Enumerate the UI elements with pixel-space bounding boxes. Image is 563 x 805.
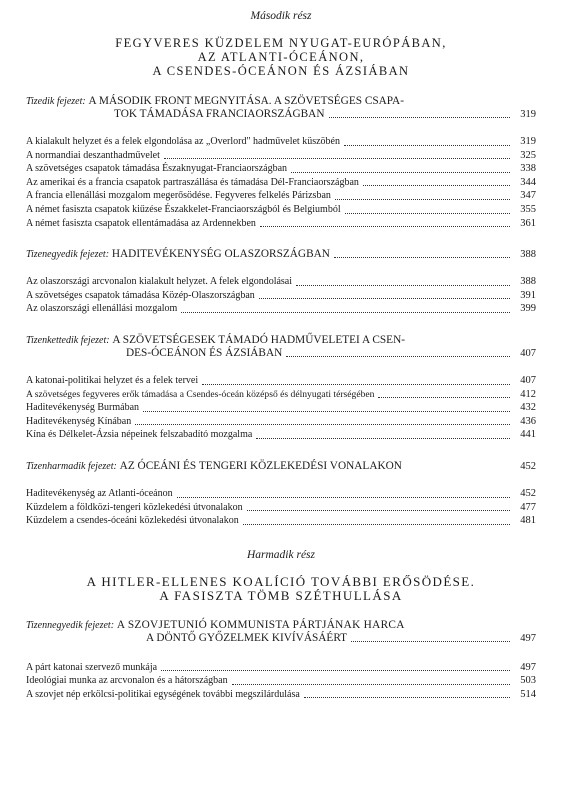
section-list [26, 487, 536, 528]
part-heading [26, 575, 536, 603]
list-item: Az olaszországi ellenállási mozgalom 399 [26, 303, 536, 315]
section-list [26, 135, 536, 230]
section-list [26, 275, 536, 316]
list-item: A kialakult helyzet és a felek elgondolása az „Overlord" hadművelet küszöbén 319 [26, 136, 536, 147]
list-item: A szövetséges fegyveres erők támadása a Csendes-óceán középső és délnyugati térségében 412 [26, 388, 536, 400]
list-item: Küzdelem a csendes-óceáni közlekedési útvonalakon 481 [26, 515, 536, 527]
list-item: Haditevékenység Kínában 436 [26, 415, 536, 427]
page-number: 388 [520, 249, 536, 261]
part-heading-line: A CSENDES-ÓCEÁNON ÉS ÁZSIÁBAN [152, 64, 410, 78]
chapter-label: Tizenkettedik fejezet: [26, 334, 110, 346]
page-number: 497 [520, 632, 536, 644]
part-label: Második rész [250, 10, 312, 22]
chapter-12 [26, 334, 536, 360]
page-number: 407 [520, 347, 536, 359]
chapter-title: HADITEVÉKENYSÉG OLASZORSZÁGBAN [111, 248, 330, 261]
list-item: Küzdelem a földközi-tengeri közlekedési útvonalakon 477 [26, 501, 536, 513]
chapter-label: Tizenegyedik fejezet: [26, 249, 110, 261]
list-item: A normandiai deszanthadművelet 325 [26, 149, 536, 161]
chapter-11 [26, 248, 536, 261]
list-item: Haditevékenység az Atlanti-óceánon 452 [26, 487, 536, 499]
page-number: 452 [520, 460, 536, 472]
section-list [26, 374, 536, 442]
list-item: A német fasiszta csapatok kiűzése Északkelet-Franciaországból és Belgiumból 355 [26, 203, 536, 215]
page-number: 319 [520, 109, 536, 120]
chapter-10 [26, 95, 536, 121]
chapter-13 [26, 460, 536, 473]
list-item: Az amerikai és a francia csapatok partraszállása és támadása Dél-Franciaországban 344 [26, 176, 536, 188]
part-heading-line: A FASISZTA TÖMB SZÉTHULLÁSA [159, 587, 403, 603]
chapter-title: A SZÖVETSÉGESEK TÁMADÓ HADMŰVELETEI A CSEN- [112, 333, 405, 346]
list-item: Kína és Délkelet-Ázsia népeinek felszabadító mozgalma 441 [26, 429, 536, 441]
table-of-contents [26, 10, 536, 701]
chapter-title-cont: A DÖNTŐ GYŐZELMEK KIVÍVÁSÁÉRT [146, 631, 348, 644]
list-item: A francia ellenállási mozgalom megerősödése. Fegyveres felkelés Párizsban 347 [26, 190, 536, 202]
list-item: A párt katonai szervező munkája 497 [26, 661, 536, 673]
list-item: A szövetséges csapatok támadása Közép-Olaszországban 391 [26, 289, 536, 301]
chapter-label: Tizennegyedik fejezet: [26, 619, 115, 631]
part-heading-line: FEGYVERES KÜZDELEM NYUGAT-EURÓPÁBAN, [115, 36, 447, 50]
part-heading [26, 36, 536, 78]
part-heading-line: AZ ATLANTI-ÓCEÁNON, [197, 50, 365, 64]
section-list [26, 661, 536, 702]
chapter-label: Tizenharmadik fejezet: [26, 460, 117, 472]
chapter-label: Tizedik fejezet: [26, 96, 86, 107]
part-label: Harmadik rész [246, 548, 316, 561]
chapter-title: AZ ÓCEÁNI ÉS TENGERI KÖZLEKEDÉSI VONALAKON [119, 459, 402, 472]
list-item: Ideológiai munka az arcvonalon és a hátországban 503 [26, 675, 536, 687]
list-item: Az olaszországi arcvonalon kialakult helyzet. A felek elgondolásai 388 [26, 276, 536, 288]
list-item: A szovjet nép erkölcsi-politikai egységének további megszilárdulása 514 [26, 688, 536, 700]
chapter-title: A SZOVJETUNIÓ KOMMUNISTA PÁRTJÁNAK HARCA [116, 618, 405, 631]
list-item: Haditevékenység Burmában 432 [26, 402, 536, 414]
list-item: A szövetséges csapatok támadása Északnyugat-Franciaországban 338 [26, 163, 536, 175]
list-item: A katonai-politikai helyzet és a felek tervei 407 [26, 374, 536, 386]
part-heading-line: A HITLER-ELLENES KOALÍCIÓ TOVÁBBI ERŐSÖDÉSE. [86, 573, 476, 589]
chapter-title: A MÁSODIK FRONT MEGNYITÁSA. A SZÖVETSÉGES CSAPA- [88, 95, 404, 107]
chapter-14 [26, 619, 536, 645]
chapter-title-cont: TOK TÁMADÁSA FRANCIAORSZÁGBAN [114, 108, 325, 120]
list-item: A német fasiszta csapatok ellentámadása az Ardennekben 361 [26, 217, 536, 229]
chapter-title-cont: DES-ÓCEÁNON ÉS ÁZSIÁBAN [126, 346, 283, 359]
